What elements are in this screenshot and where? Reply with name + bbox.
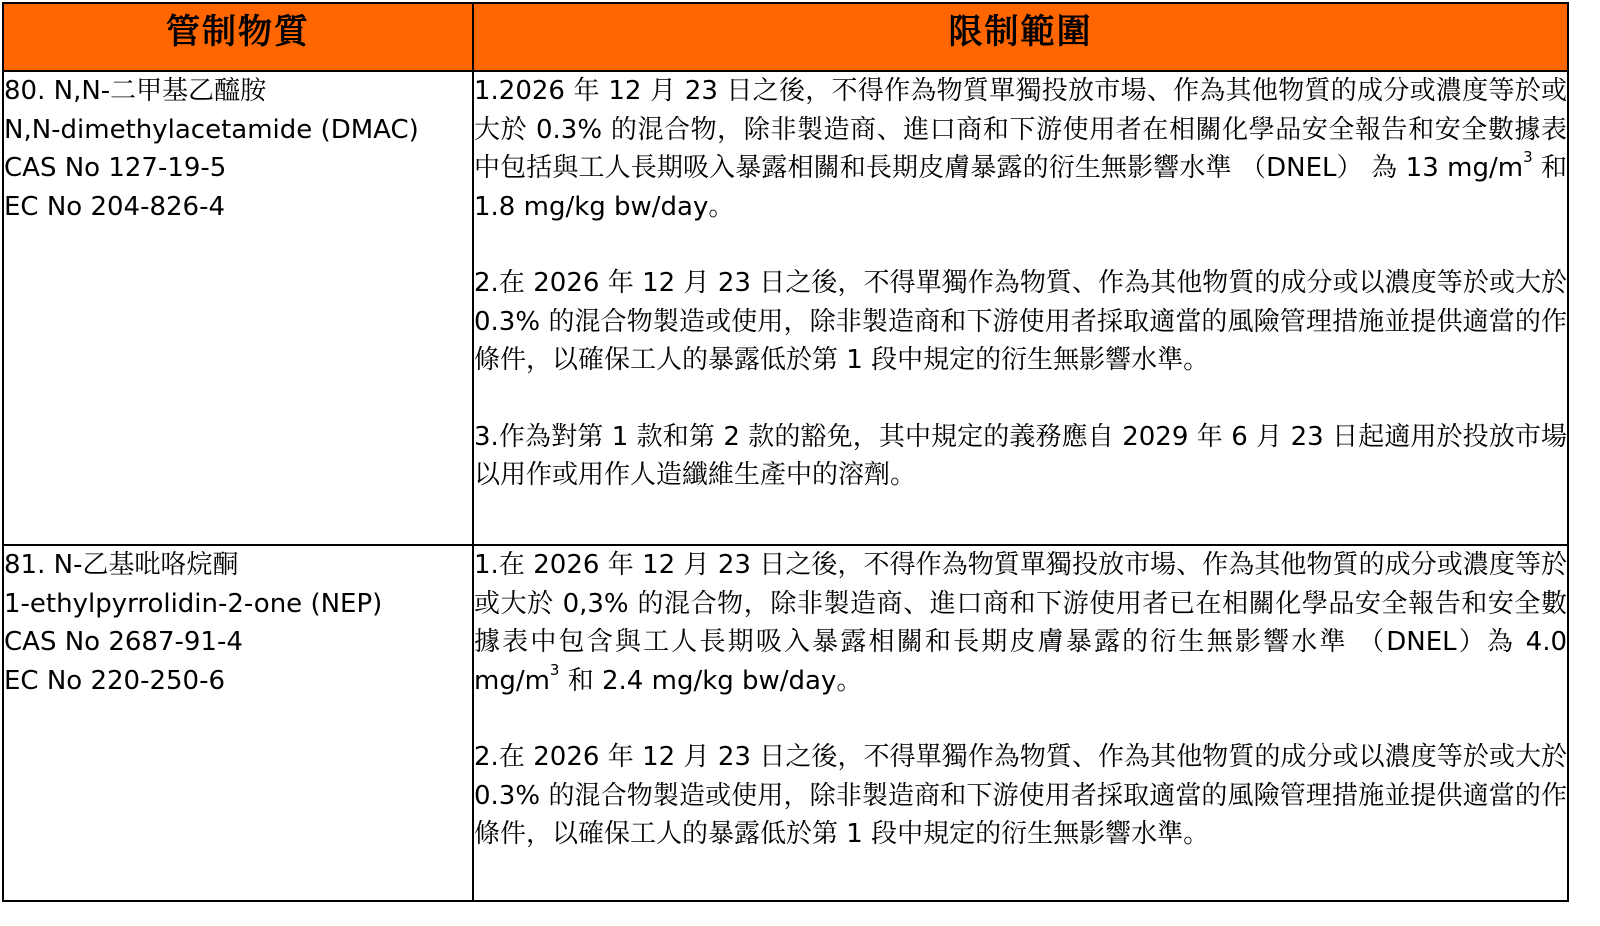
- scope-paragraph-2: 2.在 2026 年 12 月 23 日之後，不得單獨作為物質、作為其他物質的成分或以濃度等於或大於 0.3% 的混合物製造或使用，除非製造商和下游使用者採取適當的風險管理措施並提供適當的作條件，以確保工人的暴露低於第 1 段中規定的衍生無影響水準。: [474, 742, 1567, 849]
- scope-paragraph-1-tail: 和 2.4 mg/kg bw/day。: [559, 665, 863, 696]
- substance-cell: [3, 545, 473, 901]
- scope-paragraph-1: [474, 72, 1567, 226]
- scope-paragraph-1-text: 1.在 2026 年 12 月 23 日之後，不得作為物質單獨投放市場、作為其他物質的成分或濃度等於或大於 0,3% 的混合物，除非製造商、進口商和下游使用者已在相關化學品安全報告和安全數據表中包含與工人長期吸入暴露相關和長期皮膚暴露的衍生無影響水準 （DNEL）為 4.0 mg/m: [474, 550, 1567, 696]
- substance-ec-number: EC No 220-250-6: [4, 665, 226, 696]
- substance-name-zh: 80. N,N-二甲基乙醯胺: [4, 76, 267, 106]
- substance-cas-number: CAS No 127-19-5: [4, 153, 227, 183]
- scope-paragraph-2: 2.在 2026 年 12 月 23 日之後，不得單獨作為物質、作為其他物質的成分或以濃度等於或大於 0.3% 的混合物製造或使用，除非製造商和下游使用者採取適當的風險管理措施並提供適當的作條件，以確保工人的暴露低於第 1 段中規定的衍生無影響水準。: [474, 268, 1567, 375]
- substance-cas-number: CAS No 2687-91-4: [4, 627, 243, 657]
- scope-paragraph-1-text: 1.2026 年 12 月 23 日之後，不得作為物質單獨投放市場、作為其他物質的成分或濃度等於或大於 0.3% 的混合物，除非製造商、進口商和下游使用者在相關化學品安全報告和安全數據表中包括與工人長期吸入暴露相關和長期皮膚暴露的衍生無影響水準 （DNEL） 為 13 mg/m: [474, 76, 1567, 183]
- restriction-table: [2, 2, 1569, 902]
- table-header-row: [3, 3, 1568, 71]
- scope-cell: [473, 545, 1568, 901]
- header-substance: 管制物質: [3, 3, 473, 71]
- substance-ec-number: EC No 204-826-4: [4, 191, 226, 222]
- scope-cell: [473, 71, 1568, 545]
- substance-cell: [3, 71, 473, 545]
- substance-name-en: N,N-dimethylacetamide (DMAC): [4, 114, 419, 145]
- scope-paragraph-1: [474, 546, 1567, 700]
- superscript-cubed: 3: [549, 660, 560, 679]
- table-row: [3, 545, 1568, 901]
- substance-name-en: 1-ethylpyrrolidin-2-one (NEP): [4, 588, 383, 619]
- scope-paragraph-1-tail: 和 1.8 mg/kg bw/day。: [474, 153, 1567, 222]
- substance-name-zh: 81. N-乙基吡咯烷酮: [4, 550, 239, 580]
- table-row: [3, 71, 1568, 545]
- scope-paragraph-3: 3.作為對第 1 款和第 2 款的豁免，其中規定的義務應自 2029 年 6 月 23 日起適用於投放市場以用作或用作人造纖維生產中的溶劑。: [474, 421, 1567, 490]
- header-scope: 限制範圍: [473, 3, 1568, 71]
- superscript-cubed: 3: [1523, 148, 1533, 166]
